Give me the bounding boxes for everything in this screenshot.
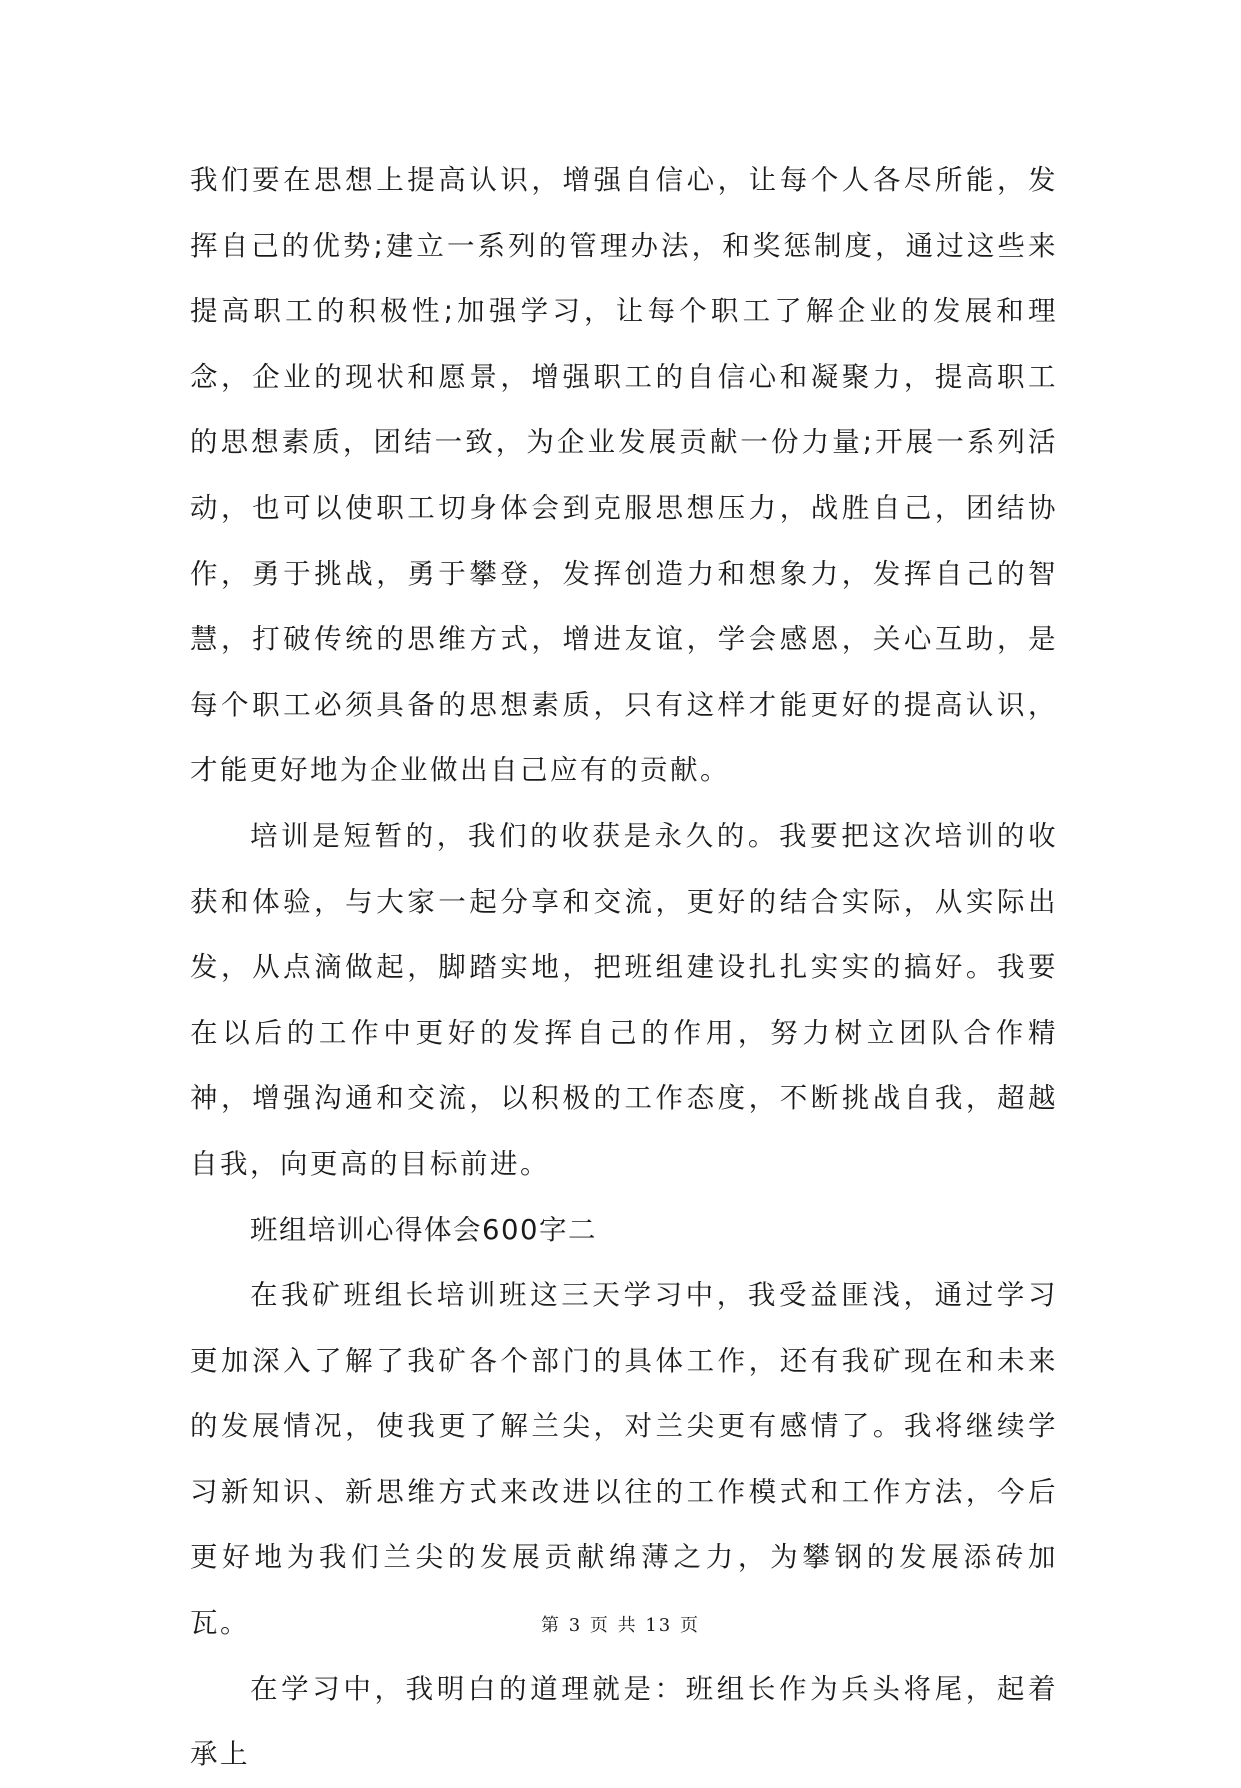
page-number-footer: 第 3 页 共 13 页 — [541, 1615, 700, 1636]
section-heading: 班组培训心得体会600字二 — [250, 1213, 597, 1246]
paragraph-3: 在我矿班组长培训班这三天学习中，我受益匪浅，通过学习更加深入了解了我矿各个部门的具体工作，还有我矿现在和未来的发展情况，使我更了解兰尖，对兰尖更有感情了。我将继续学习新知识、新思维方式来改进以往的工作模式和工作方法，今后更好地为我们兰尖的发展贡献绵薄之力，为攀钢的发展添砖加瓦。 — [190, 1279, 1058, 1640]
paragraph-1: 我们要在思想上提高认识，增强自信心，让每个人各尽所能，发挥自己的优势;建立一系列的管理办法，和奖惩制度，通过这些来提高职工的积极性;加强学习，让每个职工了解企业的发展和理念，企业的现状和愿景，增强职工的自信心和凝聚力，提高职工的思想素质，团结一致，为企业发展贡献一份力量;开展一系列活动，也可以使职工切身体会到克服思想压力，战胜自己，团结协作，勇于挑战，勇于攀登，发挥创造力和想象力，发挥自己的智慧，打破传统的思维方式，增进友谊，学会感恩，关心互助，是每个职工必须具备的思想素质，只有这样才能更好的提高认识，才能更好地为企业做出自己应有的贡献。 — [190, 164, 1058, 787]
paragraph-2: 培训是短暂的，我们的收获是永久的。我要把这次培训的收获和体验，与大家一起分享和交流，更好的结合实际，从实际出发，从点滴做起，脚踏实地，把班组建设扎扎实实的搞好。我要在以后的工作中更好的发挥自己的作用，努力树立团队合作精神，增强沟通和交流，以积极的工作态度，不断挑战自我，超越自我，向更高的目标前进。 — [190, 819, 1058, 1180]
document-body — [190, 148, 1058, 1788]
paragraph-4: 在学习中，我明白的道理就是：班组长作为兵头将尾，起着承上 — [190, 1672, 1058, 1771]
